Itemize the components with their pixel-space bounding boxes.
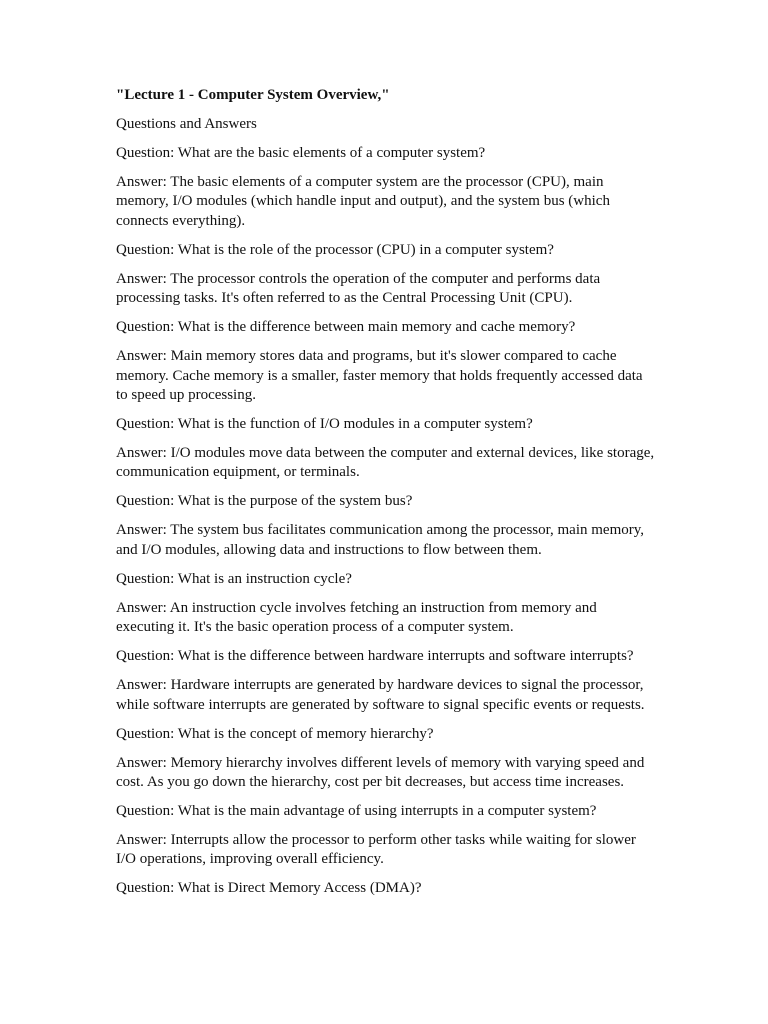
- question-5: Question: What is the purpose of the system bus?: [116, 493, 413, 510]
- document-title: "Lecture 1 - Computer System Overview,": [116, 87, 390, 103]
- answer-6: Answer: An instruction cycle involves fetching an instruction from memory and executing it. It's the basic operation process of a computer system.: [116, 599, 597, 636]
- answer-1: Answer: The basic elements of a computer system are the processor (CPU), main memory, I/O modules (which handle input and output), and the system bus (which connects everything).: [116, 174, 610, 229]
- document-subtitle: Questions and Answers: [116, 116, 257, 132]
- answer-9: Answer: Interrupts allow the processor to perform other tasks while waiting for slower I/O operations, improving overall efficiency.: [116, 832, 636, 868]
- question-7: Question: What is the difference between hardware interrupts and software interrupts?: [116, 648, 634, 665]
- answer-7: Answer: Hardware interrupts are generated by hardware devices to signal the processor, while software interrupts are generated by software to signal specific events or requests.: [116, 677, 645, 713]
- answer-3: Answer: Main memory stores data and programs, but it's slower compared to cache memory. Cache memory is a smaller, faster memory that holds frequently accessed data to speed up processing.: [116, 348, 643, 404]
- answer-8: Answer: Memory hierarchy involves different levels of memory with varying speed and cost. As you go down the hierarchy, cost per bit decreases, but access time increases.: [116, 754, 645, 791]
- question-4: Question: What is the function of I/O modules in a computer system?: [116, 416, 533, 433]
- question-1: Question: What are the basic elements of a computer system?: [116, 145, 486, 161]
- answer-4: Answer: I/O modules move data between the computer and external devices, like storage, communication equipment, or terminals.: [116, 445, 655, 481]
- document-page: [116, 86, 656, 908]
- question-9: Question: What is the main advantage of using interrupts in a computer system?: [116, 803, 597, 820]
- question-2: Question: What is the role of the processor (CPU) in a computer system?: [116, 241, 554, 258]
- question-10: Question: What is Direct Memory Access (DMA)?: [116, 880, 422, 897]
- answer-2: Answer: The processor controls the operation of the computer and performs data processing tasks. It's often referred to as the Central Processing Unit (CPU).: [116, 270, 601, 307]
- question-8: Question: What is the concept of memory hierarchy?: [116, 725, 434, 742]
- question-6: Question: What is an instruction cycle?: [116, 570, 352, 587]
- answer-5: Answer: The system bus facilitates communication among the processor, main memory, and I/O modules, allowing data and instructions to flow between them.: [116, 522, 645, 558]
- question-3: Question: What is the difference between main memory and cache memory?: [116, 319, 576, 336]
